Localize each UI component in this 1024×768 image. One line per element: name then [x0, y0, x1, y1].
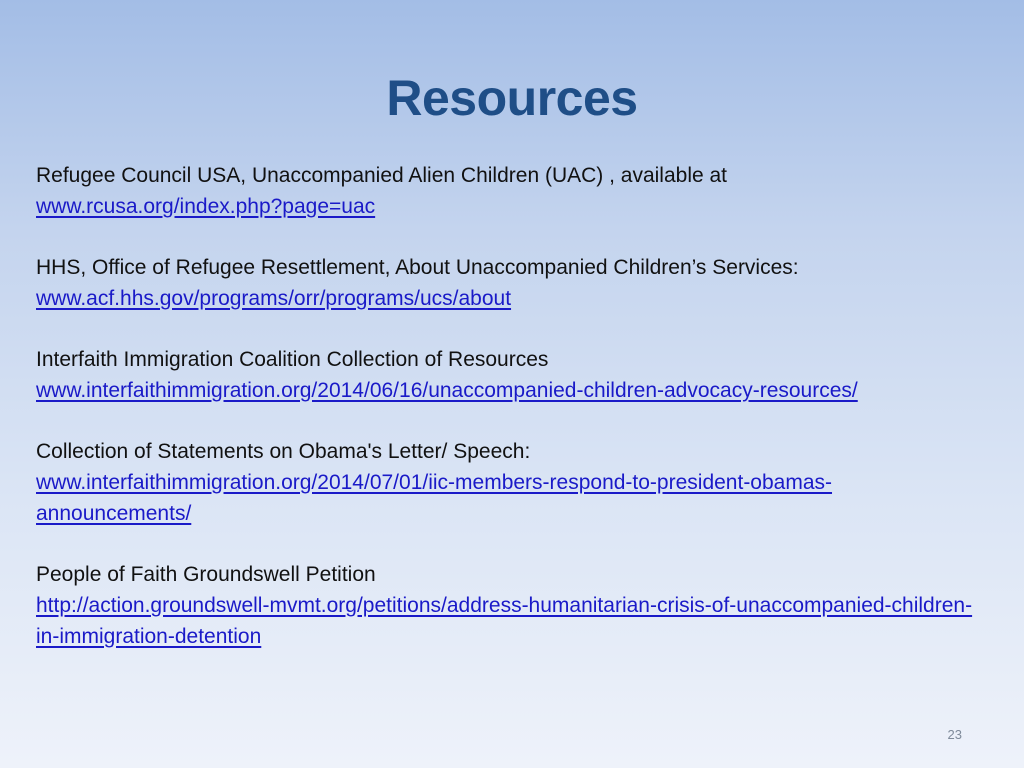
resource-link-obama-statements[interactable]: www.interfaithimmigration.org/2014/07/01/iic-members-respond-to-president-obamas-announcements/: [36, 471, 833, 525]
resource-item-groundswell-petition: [36, 559, 976, 652]
resource-item-obama-statements: [36, 436, 976, 529]
resource-item-hhs: [36, 252, 976, 314]
resource-description: Collection of Statements on Obama's Letter/ Speech:: [36, 440, 531, 463]
resource-link-hhs[interactable]: www.acf.hhs.gov/programs/orr/programs/ucs/about: [36, 287, 512, 310]
page-number: 23: [947, 727, 962, 742]
resource-list: [36, 160, 976, 682]
resource-link-groundswell-petition[interactable]: http://action.groundswell-mvmt.org/petitions/address-humanitarian-crisis-of-unaccompanied-children-in-immigration-detention: [36, 594, 973, 648]
resource-item-rcusa: [36, 160, 976, 222]
resource-description: Interfaith Immigration Coalition Collection of Resources: [36, 348, 549, 371]
resource-description: Refugee Council USA, Unaccompanied Alien Children (UAC) , available at: [36, 164, 728, 187]
resource-link-interfaith-resources[interactable]: www.interfaithimmigration.org/2014/06/16/unaccompanied-children-advocacy-resources/: [36, 379, 858, 402]
resource-description: People of Faith Groundswell Petition: [36, 563, 376, 586]
slide-title: Resources: [386, 70, 638, 126]
resource-item-interfaith-resources: [36, 344, 976, 406]
resource-description: HHS, Office of Refugee Resettlement, About Unaccompanied Children’s Services:: [36, 256, 799, 279]
resource-link-rcusa[interactable]: www.rcusa.org/index.php?page=uac: [36, 195, 376, 218]
